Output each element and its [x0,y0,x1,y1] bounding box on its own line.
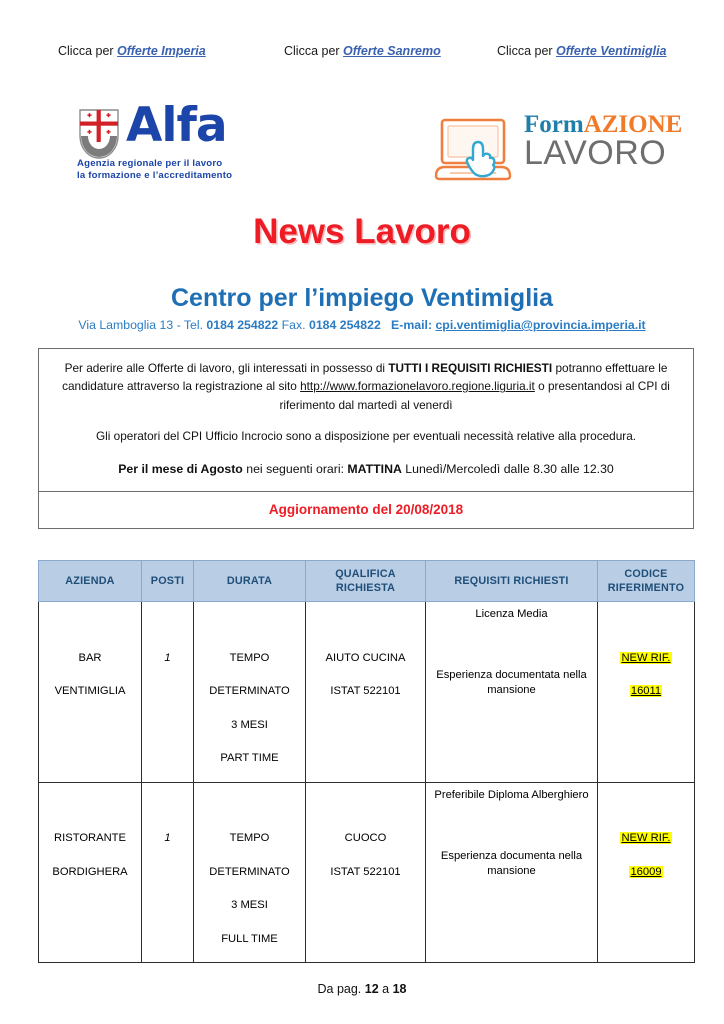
top-link-imperia-label[interactable]: Offerte Imperia [117,44,206,58]
codice-number-line [602,856,690,890]
contact-address: Via Lamboglia 13 - Tel. [78,318,207,332]
alfa-subtitle-line1: Agenzia regionale per il lavoro [77,158,223,169]
qualifica-stack [306,602,425,715]
cell-requisiti [426,602,598,783]
info-box [38,348,694,529]
durata-line3: 3 MESI [231,899,268,912]
codice-stack [598,602,694,715]
requisiti-line1: Licenza Media [475,608,548,621]
top-link-imperia[interactable] [58,44,206,58]
alfa-logo [74,98,259,184]
info-p1-part-c: o presentandosi al CPI di riferimento dal martedì al venerdì [279,379,670,412]
info-p3-mattina-bold: MATTINA [347,462,402,477]
cell-codice [598,602,695,783]
page-title: News Lavoro [253,212,471,251]
info-p1-part-b: potranno effettuare le candidature attraverso la registrazione al sito [62,361,668,394]
top-link-sanremo-prefix: Clicca per [284,44,344,58]
codice-number-badge: 16011 [630,685,662,698]
codice-stack [598,783,694,896]
footer-page-to: 18 [392,982,407,996]
update-date-banner: Aggiornamento del 20/08/2018 [39,491,693,528]
contact-fax-label: Fax. [278,318,309,332]
cell-qualifica [306,782,426,963]
laptop-pointing-hand-icon [432,116,518,182]
requisiti-spacer [432,803,591,849]
azienda-line1: RISTORANTE [54,832,126,845]
formazione-azione-text: AZIONE [583,111,683,138]
formazione-form-text: Form [524,111,584,138]
top-link-ventimiglia-prefix: Clicca per [497,44,557,58]
durata-line1: TEMPO [229,832,270,845]
qualifica-stack [306,783,425,896]
info-p1-requirements-bold: TUTTI I REQUISITI RICHIESTI [388,361,553,375]
page-footer [0,982,724,996]
column-header-qualifica-line2: RICHIESTA [335,582,396,595]
info-paragraph-3 [51,460,681,479]
contact-fax: 0184 254822 [308,318,381,332]
alfa-subtitle-line2: la formazione e l’accreditamento [77,170,233,182]
azienda-stack [39,602,141,715]
footer-middle: a [378,982,393,996]
posti-stack [142,602,193,681]
contact-line [0,318,724,332]
info-p3-end: Lunedì/Mercoledì dalle 8.30 alle 12.30 [401,462,614,477]
durata-line4: PART TIME [220,752,279,765]
cell-durata [194,602,306,783]
azienda-line2: VENTIMIGLIA [54,685,126,698]
info-gap-1 [51,414,681,427]
info-p3-middle: nei seguenti orari: [242,462,348,477]
qualifica-line1: AIUTO CUCINA [325,651,406,664]
job-offers-table [38,560,695,963]
cell-qualifica [306,602,426,783]
durata-line2: DETERMINATO [209,865,290,878]
footer-prefix: Da pag. [317,982,365,996]
info-p1-part-a: Per aderire alle Offerte di lavoro, gli interessati in possesso di [64,361,389,375]
requisiti-stack [426,602,597,703]
requisiti-line2: Esperienza documentata nella mansione [436,669,587,697]
info-gap-2 [51,445,681,458]
top-link-sanremo-label[interactable]: Offerte Sanremo [343,44,441,58]
table-header-row [39,561,695,602]
table-row [39,782,695,963]
column-header-azienda: AZIENDA [39,561,142,602]
cell-azienda [39,782,142,963]
info-paragraph-2: Gli operatori del CPI Ufficio Incrocio sono a disposizione per eventuali necessità relative alla procedura. [95,428,637,443]
top-link-ventimiglia[interactable] [497,44,667,58]
footer-page-from: 12 [364,982,379,996]
contact-phone: 0184 254822 [206,318,279,332]
durata-line2: DETERMINATO [209,685,290,698]
codice-number-badge: 16009 [630,865,662,878]
office-title: Centro per l’impiego Ventimiglia [170,284,553,312]
cell-posti [142,602,194,783]
qualifica-line1: CUOCO [344,832,387,845]
azienda-line1: BAR [78,651,102,664]
contact-email[interactable]: cpi.ventimiglia@provincia.imperia.it [435,318,646,332]
column-header-durata: DURATA [194,561,306,602]
requisiti-stack [426,783,597,884]
top-link-ventimiglia-label[interactable]: Offerte Ventimiglia [556,44,667,58]
formazione-lavoro-logo [432,112,694,186]
formazione-wordmark [524,111,683,173]
posti-stack [142,783,193,862]
info-box-body [39,349,693,491]
column-header-qualifica-richiesta [306,561,426,602]
cell-durata [194,782,306,963]
column-header-qualifica-line1: QUALIFICA [335,568,396,580]
table-row [39,602,695,783]
info-paragraph-1 [51,359,681,414]
codice-new-rif-badge: NEW RIF. [621,832,671,845]
column-header-codice-line2: RIFERIMENTO [607,582,685,595]
alfa-wordmark: Alfa [126,98,227,153]
codice-new-rif-badge: NEW RIF. [621,651,671,664]
column-header-codice-riferimento [598,561,695,602]
cell-codice [598,782,695,963]
qualifica-line2: ISTAT 522101 [330,685,401,698]
codice-new-rif-line [602,642,690,676]
contact-email-label: E-mail: [391,318,436,332]
top-links-bar [0,44,724,66]
info-p3-month-bold: Per il mese di Agosto [118,462,243,477]
column-header-requisiti-richiesti: REQUISITI RICHIESTI [426,561,598,602]
azienda-line2: BORDIGHERA [52,865,128,878]
azienda-stack [39,783,141,896]
qualifica-line2: ISTAT 522101 [330,865,401,878]
cell-posti [142,782,194,963]
requisiti-line1: Preferibile Diploma Alberghiero [434,788,589,801]
top-link-sanremo[interactable] [284,44,441,58]
durata-line1: TEMPO [229,651,270,664]
column-header-posti: POSTI [142,561,194,602]
codice-new-rif-line [602,822,690,856]
alfa-subtitle [77,158,262,183]
durata-stack [194,783,305,963]
durata-line4: FULL TIME [221,932,278,945]
cell-requisiti [426,782,598,963]
posti-value: 1 [164,832,171,845]
column-header-codice-line1: CODICE [624,568,668,580]
cell-azienda [39,602,142,783]
requisiti-line2: Esperienza documenta nella mansione [440,849,583,877]
info-p1-url[interactable]: http://www.formazionelavoro.regione.liguria.it [300,379,535,394]
codice-number-line [602,675,690,709]
posti-value: 1 [164,651,171,664]
durata-stack [194,602,305,782]
top-link-imperia-prefix: Clicca per [58,44,118,58]
requisiti-spacer [432,622,591,668]
durata-line3: 3 MESI [231,718,268,731]
liguria-coat-of-arms-icon [78,108,120,160]
formazione-lavoro-text: LAVORO [524,134,667,173]
